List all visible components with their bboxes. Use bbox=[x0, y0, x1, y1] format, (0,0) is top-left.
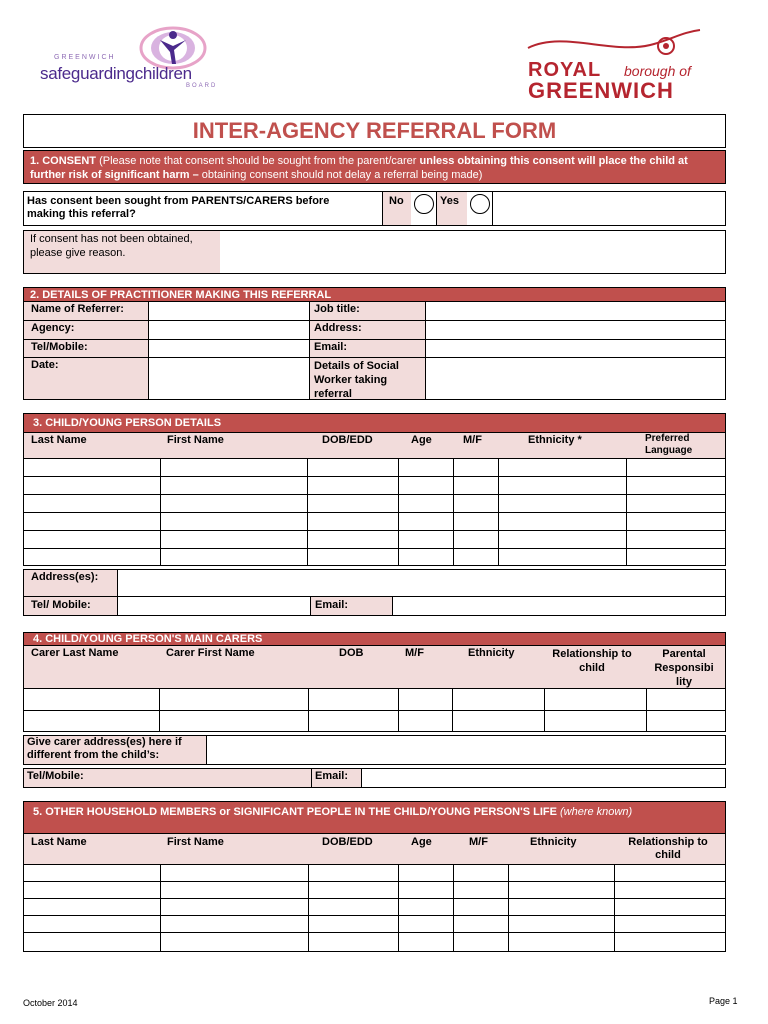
address-label: Address: bbox=[314, 322, 362, 334]
child-email-label: Email: bbox=[315, 599, 349, 611]
consent-question: Has consent been sought from PARENTS/CARERS before making this referral? bbox=[27, 195, 330, 220]
carer-address-label: Give carer address(es) here if different from the child’s: bbox=[27, 736, 182, 761]
carer-address-field[interactable] bbox=[207, 736, 725, 764]
col-ethnicity: Ethnicity * bbox=[528, 434, 582, 446]
col-age: Age bbox=[411, 434, 432, 446]
household-col-age: Age bbox=[411, 836, 432, 848]
email-label: Email: bbox=[314, 341, 348, 353]
child-email-field[interactable] bbox=[393, 597, 725, 615]
tel-field[interactable] bbox=[149, 340, 309, 357]
carer-email-label: Email: bbox=[315, 770, 349, 782]
consent-note-a: (Please note that consent should be sought from the parent/carer bbox=[99, 155, 417, 167]
referrer-name-label: Name of Referrer: bbox=[31, 303, 124, 315]
consent-reason-field[interactable] bbox=[221, 231, 725, 273]
carer-tel-label: Tel/Mobile: bbox=[27, 770, 84, 782]
social-worker-field[interactable] bbox=[426, 358, 725, 399]
household-col-last: Last Name bbox=[31, 836, 87, 848]
form-title-box bbox=[23, 114, 726, 148]
carer-col-parental: Parental Responsibi lity bbox=[654, 648, 714, 688]
col-last-name: Last Name bbox=[31, 434, 87, 446]
page-title: INTER-AGENCY REFERRAL FORM bbox=[192, 118, 557, 143]
no-radio[interactable] bbox=[414, 194, 434, 214]
child-tel-label: Tel/ Mobile: bbox=[31, 599, 91, 611]
section4-header bbox=[23, 632, 726, 646]
section3-column-header bbox=[23, 432, 726, 459]
household-col-dob: DOB/EDD bbox=[322, 836, 373, 848]
section3-header bbox=[23, 413, 726, 433]
child-address-label: Address(es): bbox=[31, 571, 99, 583]
carer-col-last: Carer Last Name bbox=[31, 647, 119, 659]
gscb-line2: safeguardingchildren bbox=[40, 64, 192, 83]
royal-greenwich-logo bbox=[524, 26, 724, 102]
gscb-logo bbox=[40, 26, 240, 94]
carer-col-relationship: Relationship to child bbox=[552, 648, 632, 674]
royal-line1b: borough of bbox=[624, 63, 691, 79]
child-tel-field[interactable] bbox=[118, 597, 310, 615]
section3-heading: 3. CHILD/YOUNG PERSON DETAILS bbox=[33, 417, 222, 429]
carer-col-mf: M/F bbox=[405, 647, 424, 659]
section2-heading: 2. DETAILS OF PRACTITIONER MAKING THIS REFERRAL bbox=[30, 289, 332, 301]
email-field[interactable] bbox=[426, 340, 725, 357]
carer-col-first: Carer First Name bbox=[166, 647, 255, 659]
social-worker-label: Details of Social Worker taking referral bbox=[314, 360, 399, 400]
household-col-ethnicity: Ethnicity bbox=[530, 836, 577, 848]
consent-heading: 1. CONSENT bbox=[30, 155, 97, 167]
carer-col-ethnicity: Ethnicity bbox=[468, 647, 515, 659]
household-col-relationship: Relationship to child bbox=[628, 836, 708, 861]
col-language: Preferred Language bbox=[645, 433, 693, 456]
carer-email-field[interactable] bbox=[362, 769, 725, 787]
consent-note-c: obtaining consent should not delay a referral being made) bbox=[201, 169, 483, 181]
referrer-name-field[interactable] bbox=[149, 302, 309, 320]
job-title-field[interactable] bbox=[426, 302, 725, 320]
section4-heading: 4. CHILD/YOUNG PERSON'S MAIN CARERS bbox=[33, 633, 263, 645]
address-field[interactable] bbox=[426, 321, 725, 339]
yes-radio[interactable] bbox=[470, 194, 490, 214]
agency-label: Agency: bbox=[31, 322, 75, 334]
col-first-name: First Name bbox=[167, 434, 224, 446]
no-label: No bbox=[389, 195, 404, 207]
consent-note-b: unless obtaining this consent will place the child at further risk of significant harm – bbox=[30, 155, 688, 181]
date-label: Date: bbox=[31, 359, 59, 371]
gscb-line1: GREENWICH bbox=[54, 54, 116, 61]
section5-header bbox=[23, 801, 726, 834]
child-address-field[interactable] bbox=[118, 570, 725, 596]
royal-line2: GREENWICH bbox=[528, 78, 674, 103]
section5-heading: 5. OTHER HOUSEHOLD MEMBERS or SIGNIFICANT PEOPLE IN THE CHILD/YOUNG PERSON'S LIFE bbox=[33, 806, 557, 818]
gscb-line3: BOARD bbox=[186, 83, 218, 89]
consent-header bbox=[23, 150, 726, 184]
footer-date: October 2014 bbox=[23, 998, 78, 1008]
date-field[interactable] bbox=[149, 358, 309, 399]
household-col-first: First Name bbox=[167, 836, 224, 848]
household-table-body[interactable] bbox=[23, 864, 726, 952]
royal-line1: ROYAL bbox=[528, 59, 602, 81]
consent-reason-label: If consent has not been obtained, please give reason. bbox=[30, 233, 193, 259]
household-col-mf: M/F bbox=[469, 836, 488, 848]
tel-label: Tel/Mobile: bbox=[31, 341, 88, 353]
footer-page: Page 1 bbox=[709, 996, 738, 1006]
col-mf: M/F bbox=[463, 434, 482, 446]
job-title-label: Job title: bbox=[314, 303, 360, 315]
agency-field[interactable] bbox=[149, 321, 309, 339]
yes-label: Yes bbox=[440, 195, 459, 207]
col-dob: DOB/EDD bbox=[322, 434, 373, 446]
section5-heading-note: (where known) bbox=[560, 806, 633, 818]
carer-col-dob: DOB bbox=[339, 647, 364, 659]
carer-tel-field[interactable] bbox=[24, 769, 311, 787]
section2-header bbox=[23, 287, 726, 302]
